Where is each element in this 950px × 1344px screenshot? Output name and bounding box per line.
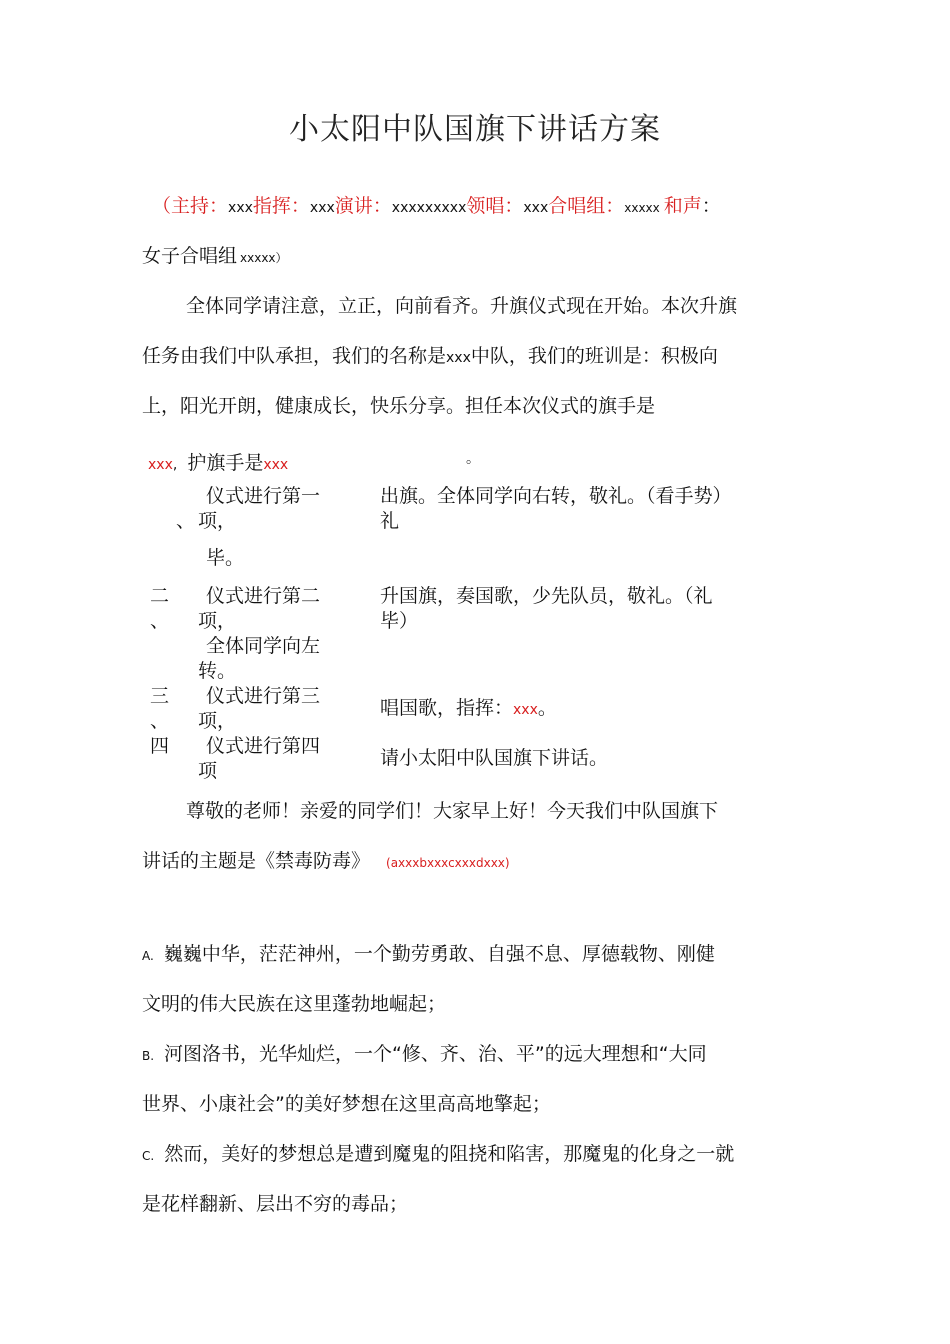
choir-label: 合唱组： [548, 195, 625, 217]
point-a-label: A. [142, 949, 154, 963]
point-c-text-1: 然而，美好的梦想总是遭到魔鬼的阻挠和陷害，那魔鬼的化身之一就 [164, 1143, 735, 1165]
conductor-value: xxx [309, 200, 335, 216]
step-1-num: 、 [176, 510, 196, 532]
speech-line-2 [142, 846, 510, 873]
point-b-text-1: 河图洛书，光华灿烂，一个“修、齐、治、平”的远大理想和“大同 [164, 1043, 707, 1065]
intro-line-2 [142, 341, 718, 368]
harmony-label: 和声 [663, 195, 702, 217]
step-2-num-1: 二 [150, 585, 170, 607]
step-1-a: 仪式进行第一 [206, 485, 321, 507]
step-2-c: 全体同学向左 [206, 635, 321, 657]
harmony-colon: ： [701, 195, 721, 217]
choir-value: xxxxx [624, 201, 660, 215]
speech-note: (axxxbxxxcxxxdxxx) [386, 856, 510, 870]
step-3-text [380, 696, 557, 722]
roles-line-2 [142, 241, 288, 268]
step-3-num-1: 三 [150, 685, 170, 707]
lead-value: xxx [523, 200, 549, 216]
step-1-c: 毕。 [206, 547, 245, 569]
intro-period: 。 [466, 451, 480, 467]
roles-close: ） [275, 251, 288, 265]
step-2-text-2: 毕） [380, 610, 419, 632]
speech-label: 演讲： [334, 195, 392, 217]
step-1-text-1: 出旗。全体同学向右转，敬礼。（看手势） [380, 485, 732, 507]
step-1-b: 项， [198, 510, 237, 532]
intro-line-2c: 中队，我们的班训是：积极向 [470, 345, 718, 367]
guard-value: xxx [263, 457, 289, 473]
step-3-b: 项， [198, 710, 237, 732]
step-3-text-end: 。 [537, 697, 557, 719]
host-value: xxx [228, 200, 253, 216]
flag-bearer-value: xxx [148, 457, 173, 473]
intro-line-1: 全体同学请注意，立正，向前看齐。升旗仪式现在开始。本次升旗 [186, 295, 738, 317]
step-3-conductor-value: xxx [513, 702, 538, 718]
conductor-label: 指挥： [252, 195, 310, 217]
harmony-text: 女子合唱组 [142, 245, 238, 267]
point-a-line-2: 文明的伟大民族在这里蓬勃地崛起； [142, 993, 447, 1015]
point-c-line-2: 是花样翻新、层出不穷的毒品； [142, 1193, 409, 1215]
step-2-num-2: 、 [150, 610, 170, 632]
lead-label: 领唱： [466, 195, 524, 217]
host-label: 主持： [171, 195, 229, 217]
intro-line-2a: 任务由我们中队承担，我们的名称是 [142, 345, 447, 367]
step-4-a: 仪式进行第四 [206, 735, 321, 757]
point-a-text-1: 巍巍中华，茫茫神州，一个勤劳勇敢、自强不息、厚德载物、刚健 [163, 943, 715, 965]
squad-name-value: xxx [446, 350, 471, 366]
point-b-line-1 [142, 1039, 707, 1066]
step-4-text-1: 请小太阳中队国旗下讲话。 [380, 747, 609, 769]
speech-topic: 讲话的主题是《禁毒防毒》 [142, 850, 371, 872]
roles-line [152, 191, 721, 218]
point-c-line-1 [142, 1139, 734, 1166]
point-b-label: B. [142, 1049, 155, 1063]
roles-open: （ [152, 195, 172, 217]
step-3-num-2: 、 [150, 710, 170, 732]
flag-bearer-comma: , [172, 457, 178, 473]
speech-value: xxxxxxxxx [391, 200, 467, 216]
step-4-num-1: 四 [150, 735, 170, 757]
point-c-label: C. [142, 1149, 155, 1163]
flag-bearer-line [148, 448, 480, 475]
point-a-line-1 [142, 939, 715, 966]
document-title: 小太阳中队国旗下讲话方案 [289, 112, 661, 147]
intro-line-3: 上，阳光开朗，健康成长，快乐分享。担任本次仪式的旗手是 [142, 395, 656, 417]
step-4-b-clip [198, 759, 258, 782]
step-2-d: 转。 [198, 660, 237, 682]
guard-label: 护旗手是 [187, 452, 264, 474]
step-4-b: 项 [198, 760, 218, 782]
step-3-a: 仪式进行第三 [206, 685, 321, 707]
step-2-text-1: 升国旗，奏国歌，少先队员，敬礼。（礼 [380, 585, 713, 607]
speech-line-1: 尊敬的老师！亲爱的同学们！大家早上好！今天我们中队国旗下 [186, 800, 719, 822]
harmony-value: xxxxx [240, 251, 276, 265]
step-2-b: 项， [198, 610, 237, 632]
step-3-text-1: 唱国歌，指挥： [380, 697, 514, 719]
step-1-text-2: 礼 [380, 510, 400, 532]
point-b-line-2: 世界、小康社会”的美好梦想在这里高高地擎起； [142, 1093, 551, 1115]
step-2-a: 仪式进行第二 [206, 585, 321, 607]
